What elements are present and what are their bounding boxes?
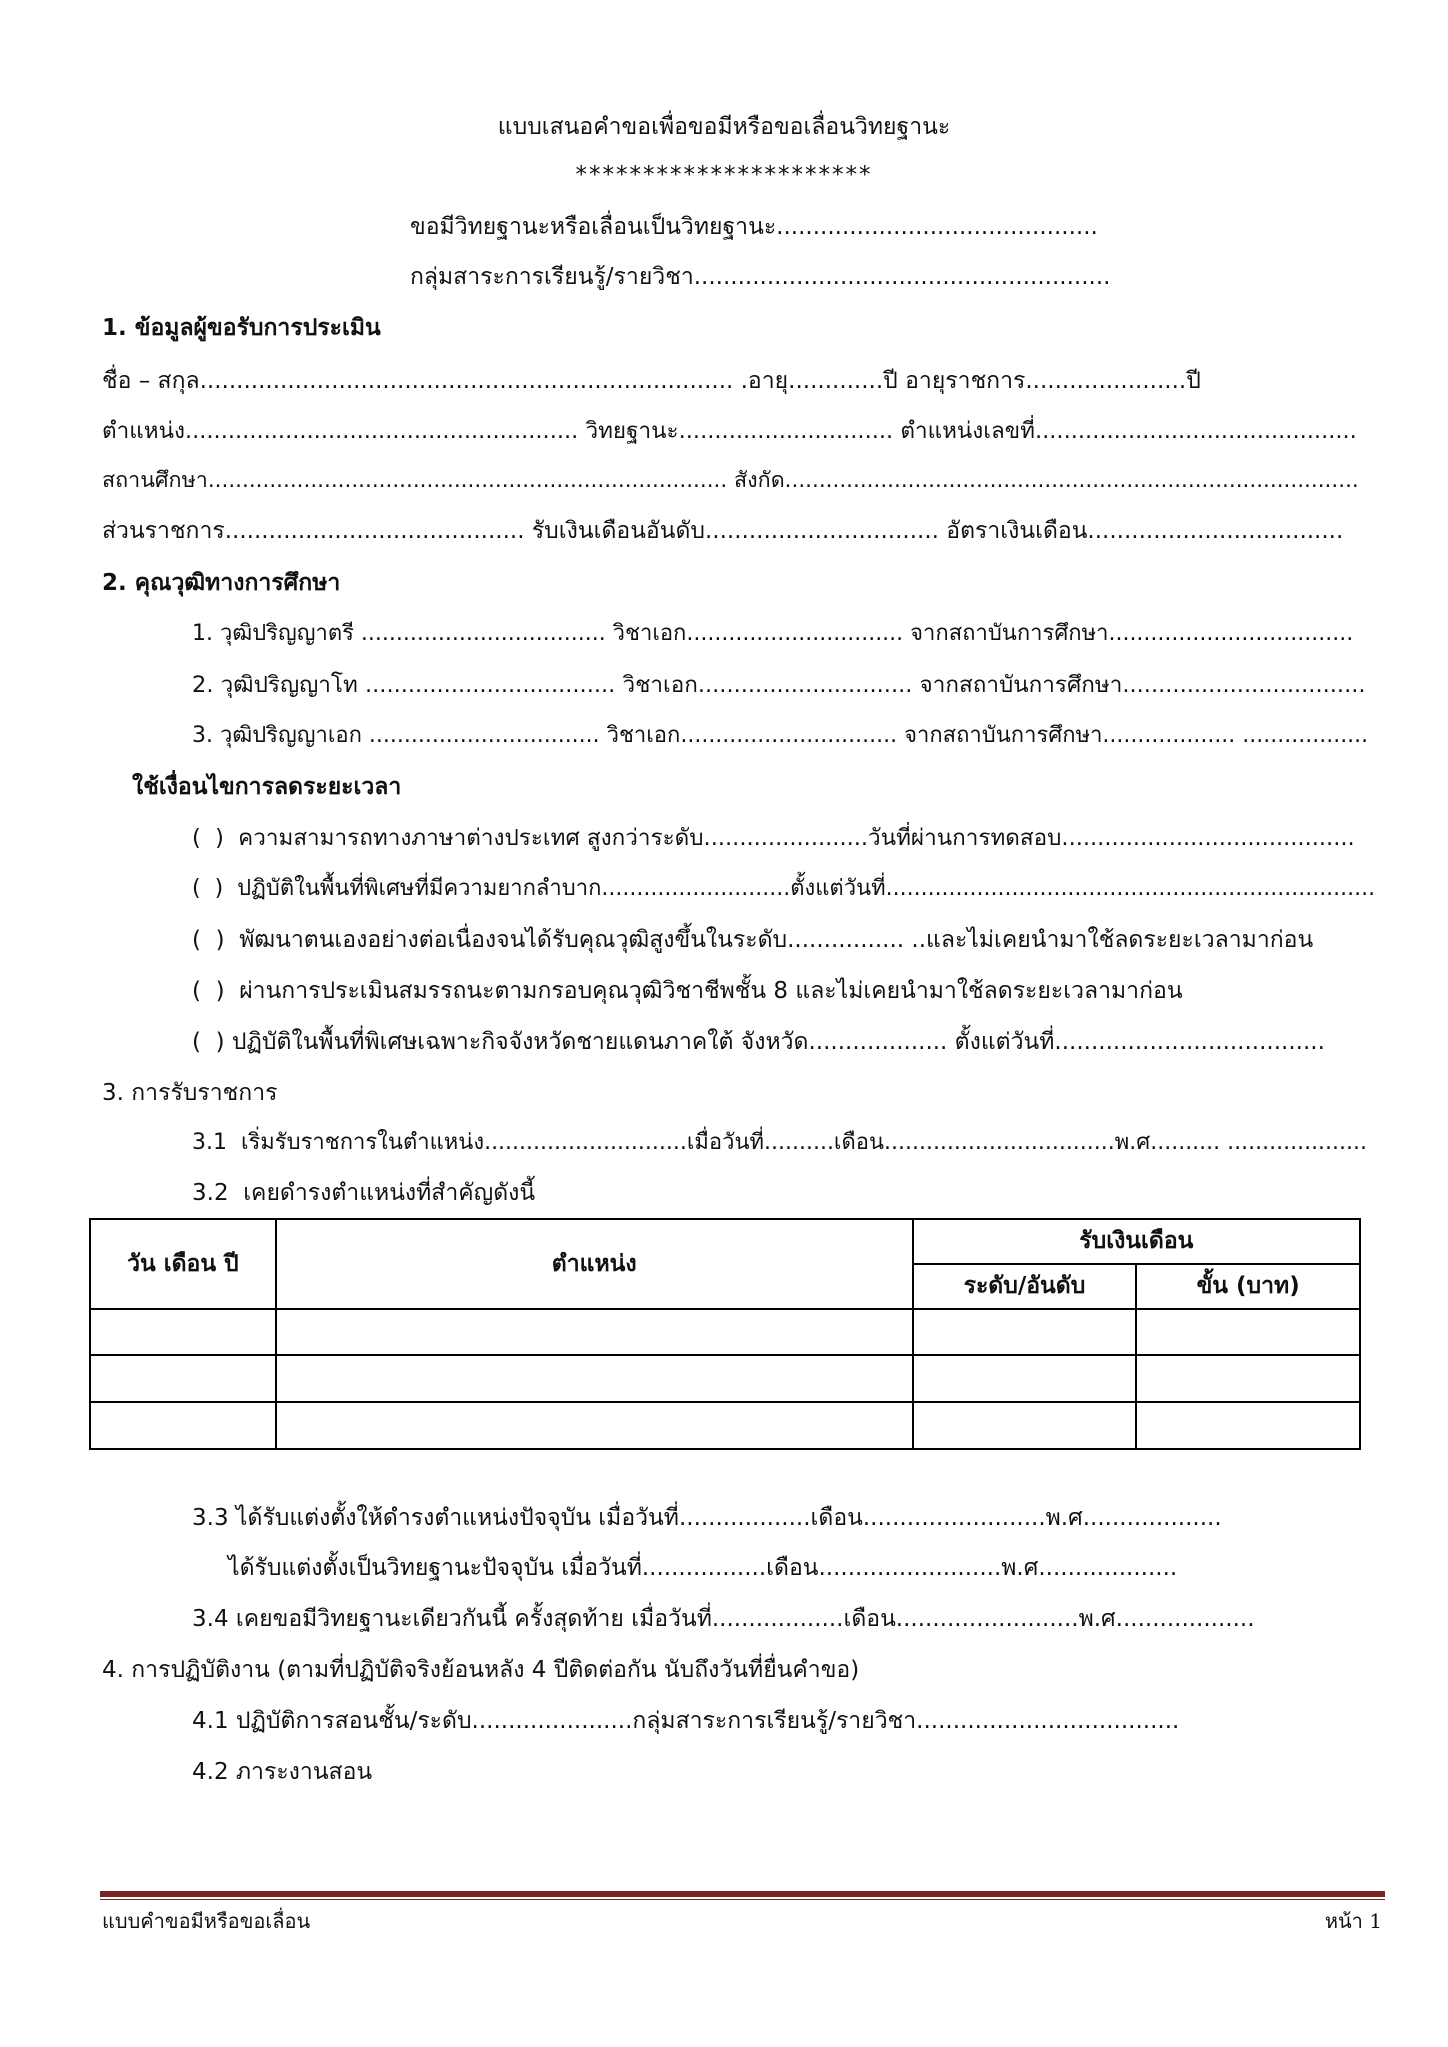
degree-doctoral-line: 3. วุฒิปริญญาเอก ................................. วิชาเอก............................... จากสถาบันการศึกษา................... ..................: [192, 723, 1369, 748]
table-cell[interactable]: [913, 1402, 1137, 1449]
column-header-level: ระดับ/อันดับ: [913, 1264, 1137, 1309]
positions-table: [89, 1218, 1361, 1450]
condition-item: ( ) ปฏิบัติในพื้นที่พิเศษที่มีความยากลำบาก...........................ตั้งแต่วันที่......................................................................: [192, 876, 1376, 901]
table-cell[interactable]: [913, 1355, 1137, 1402]
table-cell[interactable]: [90, 1309, 276, 1356]
service-start-line: 3.1 เริ่มรับราชการในตำแหน่ง.............................เมื่อวันที่..........เดือน.................................พ.ศ.......... ....................: [192, 1130, 1368, 1155]
condition-item: ( ) ปฏิบัติในพื้นที่พิเศษเฉพาะกิจจังหวัดชายแดนภาคใต้ จังหวัด................... ตั้งแต่วันที่.....................................: [192, 1029, 1325, 1055]
position-line: ตำแหน่ง....................................................... วิทยฐานะ.............................. ตำแหน่งเลขที่.............................................: [102, 418, 1357, 444]
table-cell[interactable]: [1136, 1355, 1360, 1402]
degree-master-line: 2. วุฒิปริญญาโท ................................... วิชาเอก.............................. จากสถาบันการศึกษา..................................: [192, 672, 1366, 698]
condition-item: ( ) ผ่านการประเมินสมรรถนะตามกรอบคุณวุฒิวิชาชีพชั้น 8 และไม่เคยนำมาใช้ลดระยะเวลามาก่อน: [192, 978, 1183, 1004]
table-cell[interactable]: [276, 1355, 913, 1402]
name-age-line: ชื่อ – สกุล......................................................................... .อายุ.............ปี อายุราชการ......................ปี: [102, 368, 1201, 394]
form-title: แบบเสนอคำขอเพื่อขอมีหรือขอเลื่อนวิทยฐานะ: [497, 114, 951, 140]
column-header-step: ขั้น (บาท): [1136, 1264, 1360, 1309]
academic-standing-line: ขอมีวิทยฐานะหรือเลื่อนเป็นวิทยฐานะ............................................: [410, 214, 1098, 240]
table-cell[interactable]: [1136, 1309, 1360, 1356]
table-cell[interactable]: [90, 1355, 276, 1402]
condition-item: ( ) ความสามารถทางภาษาต่างประเทศ สูงกว่าระดับ.......................วันที่ผ่านการทดสอบ.........................................: [192, 825, 1355, 851]
table-cell[interactable]: [276, 1402, 913, 1449]
subject-group-line: กลุ่มสาระการเรียนรู้/รายวิชา.........................................................: [410, 264, 1111, 290]
agency-salary-line: ส่วนราชการ......................................... รับเงินเดือนอันดับ................................ อัตราเงินเดือน...................................: [102, 518, 1344, 544]
current-standing-date-line: ได้รับแต่งตั้งเป็นวิทยฐานะปัจจุบัน เมื่อวันที่.................เดือน.........................พ.ศ...................: [228, 1555, 1178, 1581]
footer-rule-thin: [100, 1899, 1385, 1900]
table-row: [90, 1355, 1360, 1402]
column-header-date: วัน เดือน ปี: [90, 1219, 276, 1309]
teaching-level-line: 4.1 ปฏิบัติการสอนชั้น/ระดับ......................กลุ่มสาระการเรียนรู้/รายวิชา....................................: [192, 1708, 1180, 1734]
section2-heading: 2. คุณวุฒิทางการศึกษา: [102, 570, 341, 596]
section4-heading: 4. การปฏิบัติงาน (ตามที่ปฏิบัติจริงย้อนหลัง 4 ปีติดต่อกัน นับถึงวันที่ยื่นคำขอ): [102, 1657, 860, 1683]
title-stars: **********************: [575, 162, 873, 188]
previous-request-line: 3.4 เคยขอมีวิทยฐานะเดียวกันนี้ ครั้งสุดท้าย เมื่อวันที่..................เดือน.........................พ.ศ...................: [192, 1606, 1255, 1632]
table-row: [90, 1402, 1360, 1449]
footer-form-name: แบบคำขอมีหรือขอเลื่อน: [102, 1909, 311, 1933]
page-number: หน้า 1: [1324, 1909, 1382, 1933]
table-cell[interactable]: [913, 1309, 1137, 1356]
table-cell[interactable]: [276, 1309, 913, 1356]
positions-held-line: 3.2 เคยดำรงตำแหน่งที่สำคัญดังนี้: [192, 1180, 536, 1206]
column-header-salary: รับเงินเดือน: [913, 1219, 1360, 1264]
condition-item: ( ) พัฒนาตนเองอย่างต่อเนื่องจนได้รับคุณวุฒิสูงขึ้นในระดับ................ ..และไม่เคยนำมาใช้ลดระยะเวลามาก่อน: [192, 927, 1314, 953]
table-cell[interactable]: [1136, 1402, 1360, 1449]
table-cell[interactable]: [90, 1402, 276, 1449]
current-position-date-line: 3.3 ได้รับแต่งตั้งให้ดำรงตำแหน่งปัจจุบัน เมื่อวันที่..................เดือน.........................พ.ศ...................: [192, 1505, 1222, 1531]
section1-heading: 1. ข้อมูลผู้ขอรับการประเมิน: [102, 315, 381, 341]
table-row: [90, 1309, 1360, 1356]
teaching-load-line: 4.2 ภาระงานสอน: [192, 1759, 373, 1785]
school-line: สถานศึกษา............................................................................ สังกัด....................................................................................: [102, 468, 1359, 493]
column-header-position: ตำแหน่ง: [276, 1219, 913, 1309]
section3-heading: 3. การรับราชการ: [102, 1080, 278, 1106]
degree-bachelor-line: 1. วุฒิปริญญาตรี ................................... วิชาเอก............................... จากสถาบันการศึกษา...................................: [192, 621, 1354, 646]
conditions-heading: ใช้เงื่อนไขการลดระยะเวลา: [132, 774, 402, 800]
footer-rule: [100, 1891, 1385, 1897]
